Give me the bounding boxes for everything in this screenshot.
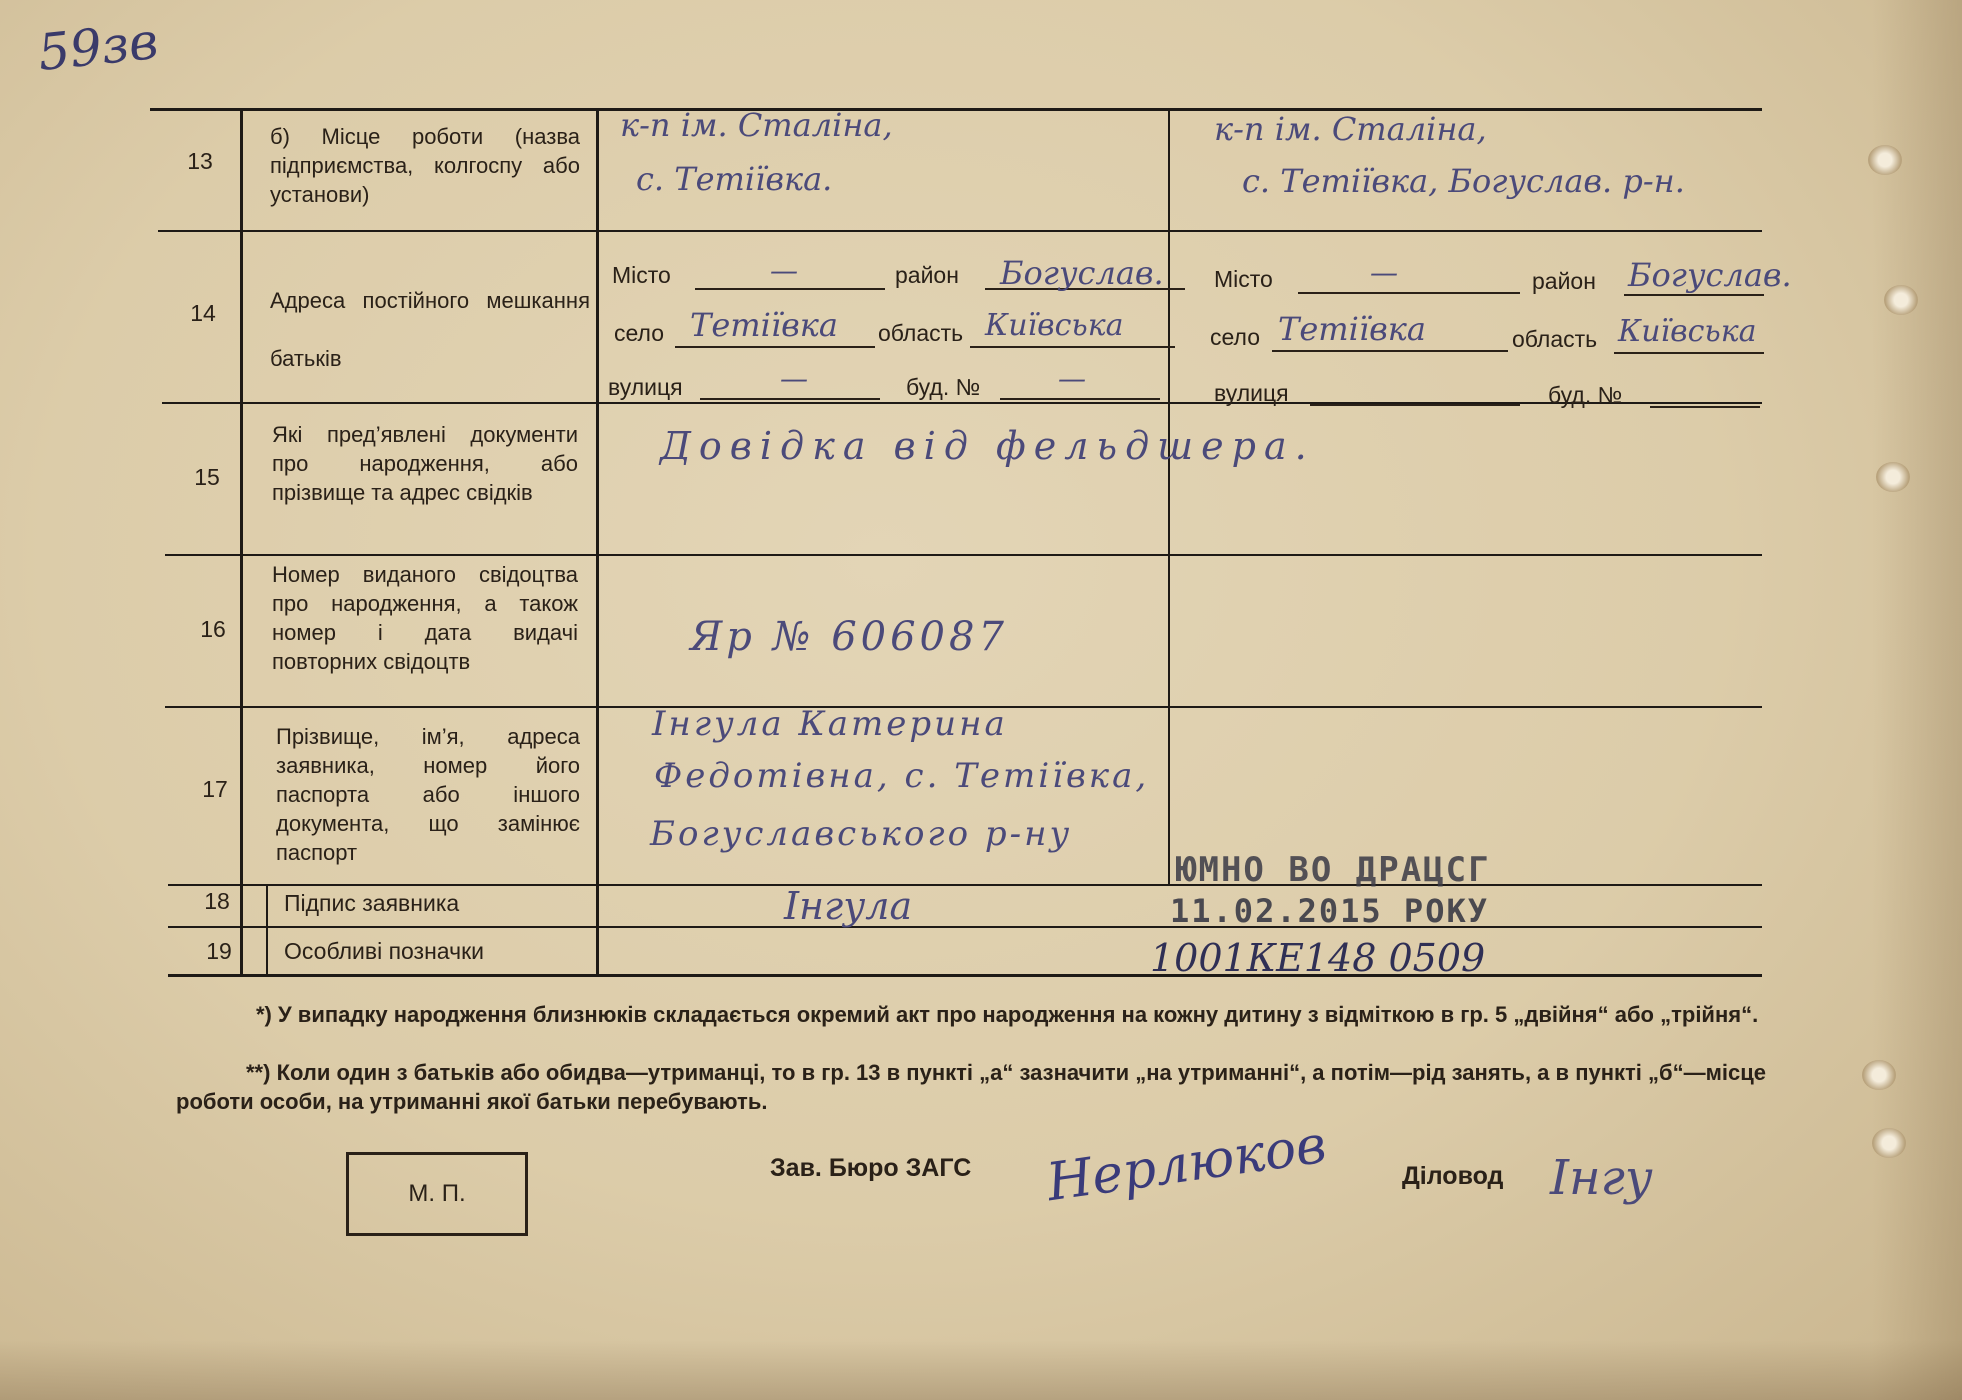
clerk-label: Діловод: [1402, 1162, 1504, 1190]
father-village-label: село: [614, 320, 664, 346]
row-label-workplace: б) Місце роботи (назва підприємства, колгоспу або установи): [270, 124, 580, 207]
row-label-address: Адреса постійного мешкання батьків: [270, 288, 590, 371]
archive-stamp-line1: ЮМНО ВО ДРАЦСГ: [1176, 850, 1491, 890]
footnote-dependents: **) Коли один з батьків або обидва—утриманці, то в гр. 13 в пункті „а“ зазначити „на утриманні“, а потім—рід занять, а в пункті „б“—місце роботи особи, на утриманні якої батьки перебувають.: [176, 1060, 1766, 1114]
archive-stamp-line2: 11.02.2015 РОКУ: [1170, 892, 1489, 930]
mother-city-label: Місто: [1214, 266, 1273, 292]
applicant-line2: Федотівна, с. Тетіївка,: [654, 756, 1150, 796]
row-number-19: 19: [206, 938, 232, 964]
row-label-special-notes: Особливі позначки: [284, 938, 484, 964]
mother-workplace-line2: с. Тетіївка, Богуслав. р-н.: [1242, 162, 1685, 200]
mother-village-label: село: [1210, 324, 1260, 350]
row-label-documents: Які пред’явлені документи про народження, або прізвище та адрес свідків: [272, 422, 578, 505]
father-house-label: буд. №: [906, 374, 981, 400]
mother-city-value: —: [1370, 256, 1398, 289]
father-region-label: область: [878, 320, 964, 346]
father-village-value: Тетіївка: [690, 306, 838, 344]
row-number-15: 15: [194, 464, 220, 490]
mother-house-label: буд. №: [1548, 382, 1623, 408]
seal-place-box: М. П.: [346, 1152, 528, 1236]
mother-district-value: Богуслав.: [1628, 256, 1792, 294]
father-city-value: —: [770, 254, 798, 287]
mother-village-value: Тетіївка: [1278, 310, 1426, 348]
father-region-value: Київська: [985, 308, 1124, 343]
mother-workplace-line1: к-п ім. Сталіна,: [1214, 110, 1487, 148]
father-house-value: —: [1058, 362, 1086, 395]
father-district-value: Богуслав.: [1000, 254, 1164, 292]
archive-stamp-line3: 1001КЕ148 0509: [1150, 936, 1486, 980]
applicant-line3: Богуславського р-ну: [650, 814, 1073, 854]
row-number-13: 13: [187, 148, 213, 174]
head-of-registry-label: Зав. Бюро ЗАГС: [770, 1154, 972, 1182]
punch-hole: [1868, 145, 1902, 175]
father-city-label: Місто: [612, 262, 671, 288]
father-workplace-line2: с. Тетіївка.: [636, 160, 833, 198]
applicant-signature: Інгула: [784, 884, 913, 928]
mother-region-value: Київська: [1618, 314, 1757, 349]
row-number-14: 14: [190, 300, 216, 326]
clerk-signature: Інгу: [1550, 1150, 1653, 1206]
certificate-number: Яр № 606087: [690, 614, 1008, 660]
punch-hole: [1872, 1128, 1906, 1158]
father-workplace-line1: к-п ім. Сталіна,: [620, 106, 893, 144]
archive-page-number: 59зв: [35, 11, 161, 83]
mother-district-label: район: [1532, 268, 1596, 294]
punch-hole: [1876, 462, 1910, 492]
row-number-17: 17: [202, 776, 228, 802]
row-number-18: 18: [204, 888, 230, 914]
footnote-twins: *) У випадку народження близнюків складається окремий акт про народження на кожну дитину з відміткою в гр. 5 „двійня“ або „трійня“.: [256, 1002, 1759, 1027]
head-signature: Нерлюков: [1043, 1114, 1330, 1214]
row-label-certificate: Номер виданого свідоцтва про народження, а також номер і дата видачі повторних свідоцтв: [272, 562, 578, 674]
mother-region-label: область: [1512, 326, 1598, 352]
father-street-value: —: [780, 362, 808, 395]
mother-street-label: вулиця: [1214, 380, 1289, 406]
row-label-applicant: Прізвище, ім’я, адреса заявника, номер його паспорта або іншого документа, що замінює паспорт: [276, 724, 580, 865]
father-street-label: вулиця: [608, 374, 683, 400]
documents-value: Довідка від фельдшера.: [660, 424, 1315, 468]
punch-hole: [1884, 285, 1918, 315]
punch-hole: [1862, 1060, 1896, 1090]
father-district-label: район: [895, 262, 959, 288]
row-label-signature: Підпис заявника: [284, 890, 460, 916]
row-number-16: 16: [200, 616, 226, 642]
applicant-line1: Інгула Катерина: [652, 704, 1008, 744]
